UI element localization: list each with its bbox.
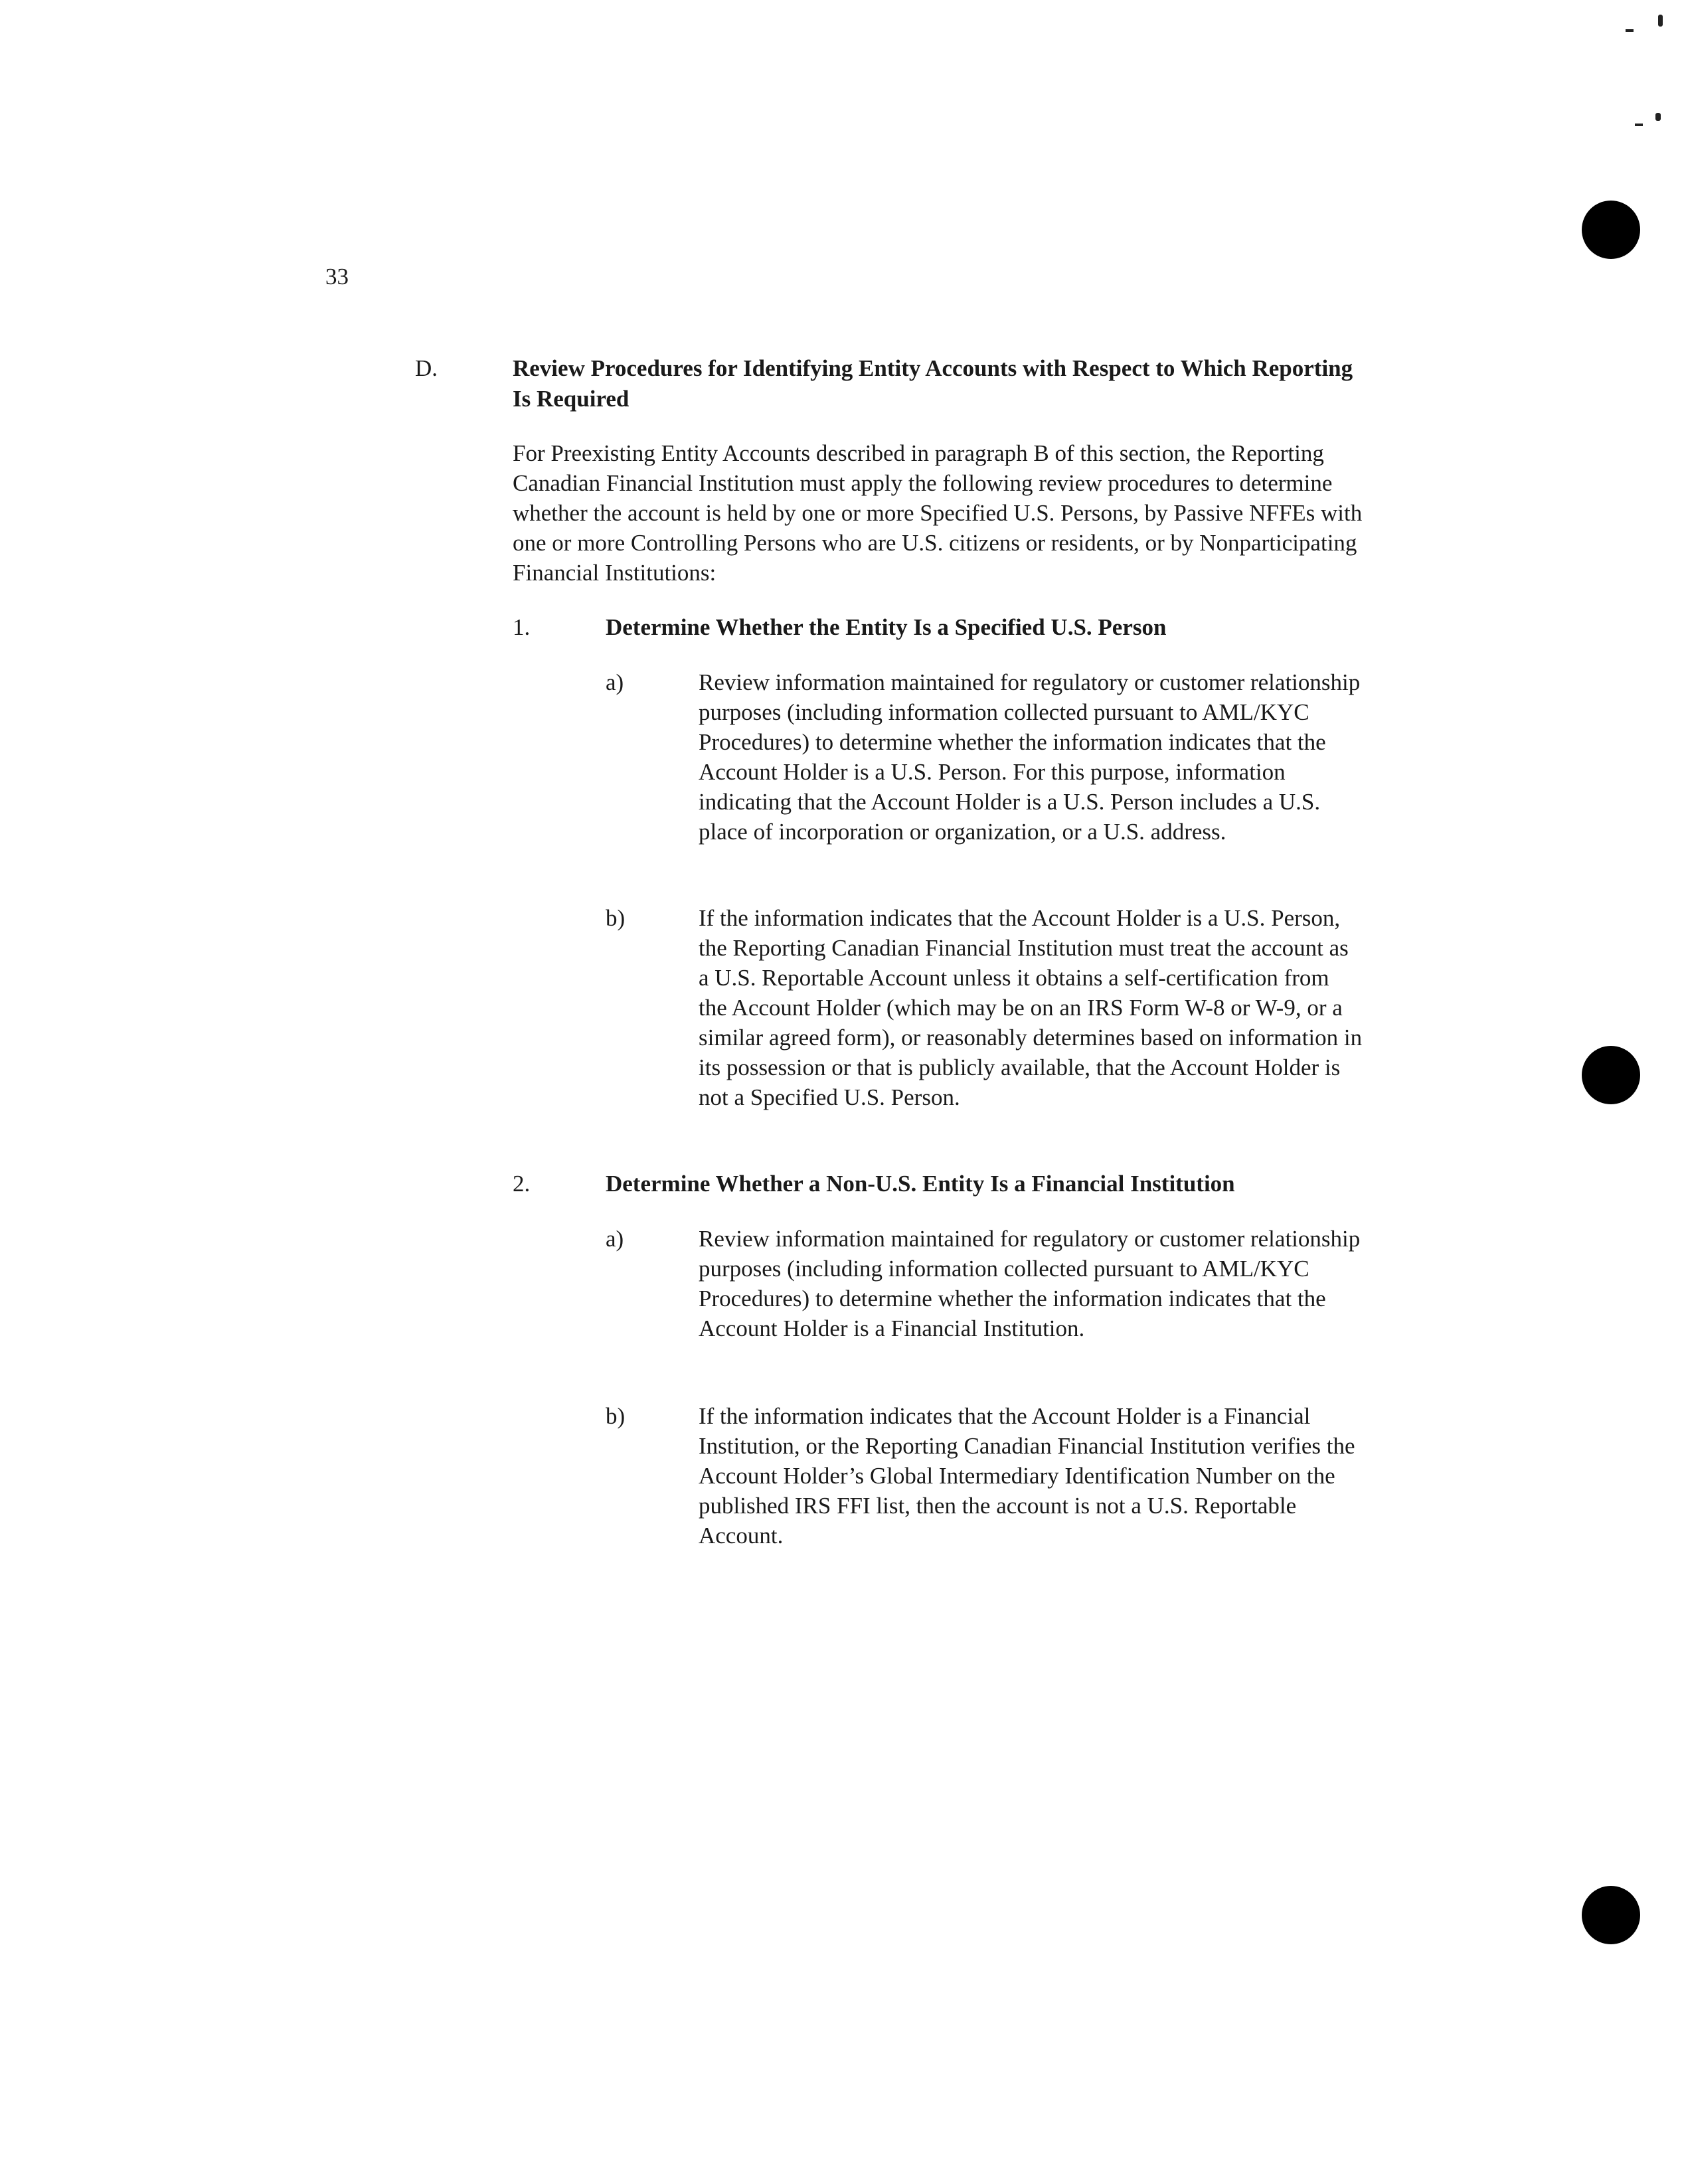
subitem-letter: a) xyxy=(606,1226,624,1252)
section-heading: Review Procedures for Identifying Entity Accounts with Respect to Which Reporting Is Required xyxy=(513,355,1353,412)
item-heading: Determine Whether a Non-U.S. Entity Is a Financial Institution xyxy=(606,1171,1235,1197)
scan-mark xyxy=(1626,29,1634,32)
binder-hole-top xyxy=(1582,201,1640,259)
item-number: 2. xyxy=(513,1171,531,1197)
scan-mark xyxy=(1635,124,1643,126)
item-heading: Determine Whether the Entity Is a Specified U.S. Person xyxy=(606,614,1167,640)
subitem-letter: b) xyxy=(606,1403,626,1429)
item-number: 1. xyxy=(513,614,531,640)
scan-mark xyxy=(1655,113,1661,121)
subitem-letter: a) xyxy=(606,669,624,695)
binder-hole-middle xyxy=(1582,1046,1640,1104)
page-number: 33 xyxy=(325,264,349,290)
scan-mark xyxy=(1658,15,1663,27)
subitem-text: Review information maintained for regulatory or customer relationship purposes (including information collected pursuant to AML/KYC Procedures) to determine whether the information indicates that the Account Holder is a U.S. Person. For this purpose, information indicating that the Account Holder is a U.S. Person includes a U.S. place of incorporation or organization, or a U.S. address. xyxy=(699,669,1361,845)
subitem-letter: b) xyxy=(606,905,626,931)
binder-hole-bottom xyxy=(1582,1886,1640,1944)
subitem-text: If the information indicates that the Account Holder is a Financial Institution, or the Reporting Canadian Financial Institution verifies the Account Holder’s Global Intermediary Identification Number on the published IRS FFI list, then the account is not a U.S. Reportable Account. xyxy=(699,1403,1355,1549)
subitem-text: Review information maintained for regulatory or customer relationship purposes (including information collected pursuant to AML/KYC Procedures) to determine whether the information indicates that the Account Holder is a Financial Institution. xyxy=(699,1226,1361,1341)
section-letter: D. xyxy=(415,355,438,381)
subitem-text: If the information indicates that the Account Holder is a U.S. Person, the Reporting Canadian Financial Institution must treat the account as a U.S. Reportable Account unless it obtains a self-certification from the Account Holder (which may be on an IRS Form W-8 or W-9, or a similar agreed form), or reasonably determines based on information in its possession or that is publicly available, that the Account Holder is not a Specified U.S. Person. xyxy=(699,905,1363,1110)
intro-paragraph: For Preexisting Entity Accounts described in paragraph B of this section, the Reporting Canadian Financial Institution must apply the following review procedures to determine whether the account is held by one or more Specified U.S. Persons, by Passive NFFEs with one or more Controlling Persons who are U.S. citizens or residents, or by Nonparticipating Financial Institutions: xyxy=(513,440,1363,586)
